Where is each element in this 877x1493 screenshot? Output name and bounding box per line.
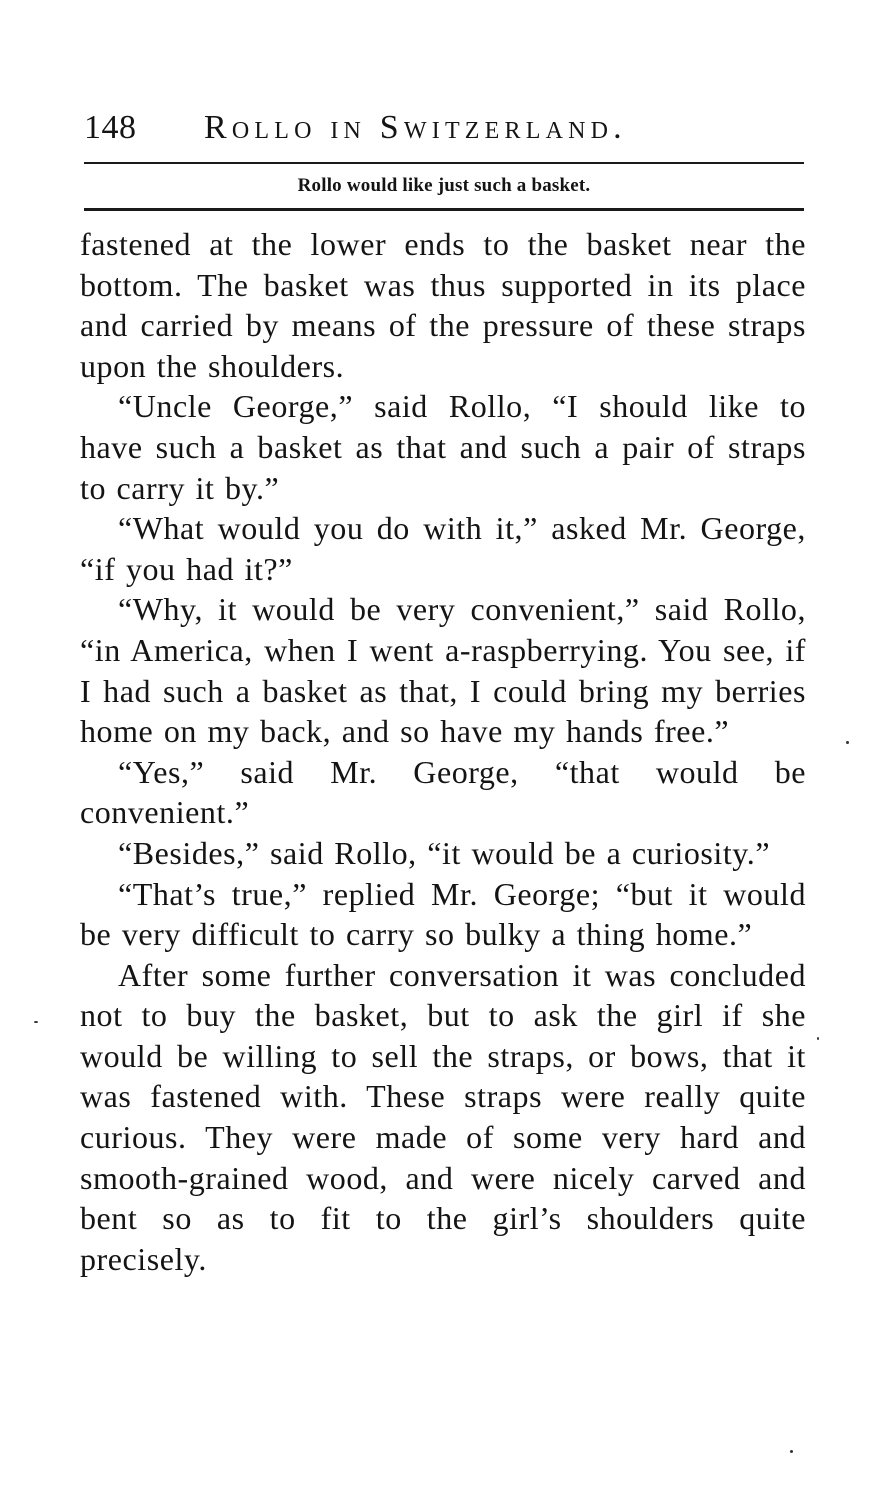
paragraph: After some further conversation it was concluded not to buy the basket, but to ask the girl if she would be willing to sell the straps, or bows, that it was fastened with. These straps were really quite curious. They were made of some very hard and smooth-grained wood, and were nicely carved and bent so as to fit to the girl’s shoulders quite precisely. <box>80 956 806 1277</box>
running-title: Rollo in Switzerland. <box>204 109 627 146</box>
paragraph: “That’s true,” replied Mr. George; “but it would be very difficult to carry so bulky a thing home.” <box>80 875 806 953</box>
header-rule-bottom <box>84 208 804 211</box>
print-speck <box>817 1037 819 1040</box>
paragraph: “Yes,” said Mr. George, “that would be convenient.” <box>80 753 806 831</box>
paragraph: “Uncle George,” said Rollo, “I should like to have such a basket as that and such a pair of straps to carry it by.” <box>80 388 806 506</box>
print-speck <box>790 1450 793 1453</box>
section-caption: Rollo would like just such a basket. <box>297 175 591 196</box>
header-rule-top <box>84 162 804 164</box>
page-header <box>84 106 804 154</box>
paragraph: fastened at the lower ends to the basket near the bottom. The basket was thus supported in its place and carried by means of the pressure of these straps upon the shoulders. <box>80 226 806 384</box>
page-number: 148 <box>84 109 137 146</box>
body-text <box>80 224 806 1279</box>
paragraph: “Besides,” said Rollo, “it would be a curiosity.” <box>118 834 771 871</box>
print-speck <box>846 741 849 744</box>
print-speck <box>34 1021 38 1023</box>
paragraph: “Why, it would be very convenient,” said Rollo, “in America, when I went a-raspberrying. You see, if I had such a basket as that, I could bring my berries home on my back, and so have my hands free.” <box>80 591 806 750</box>
paragraph: “What would you do with it,” asked Mr. George, “if you had it?” <box>80 510 806 587</box>
